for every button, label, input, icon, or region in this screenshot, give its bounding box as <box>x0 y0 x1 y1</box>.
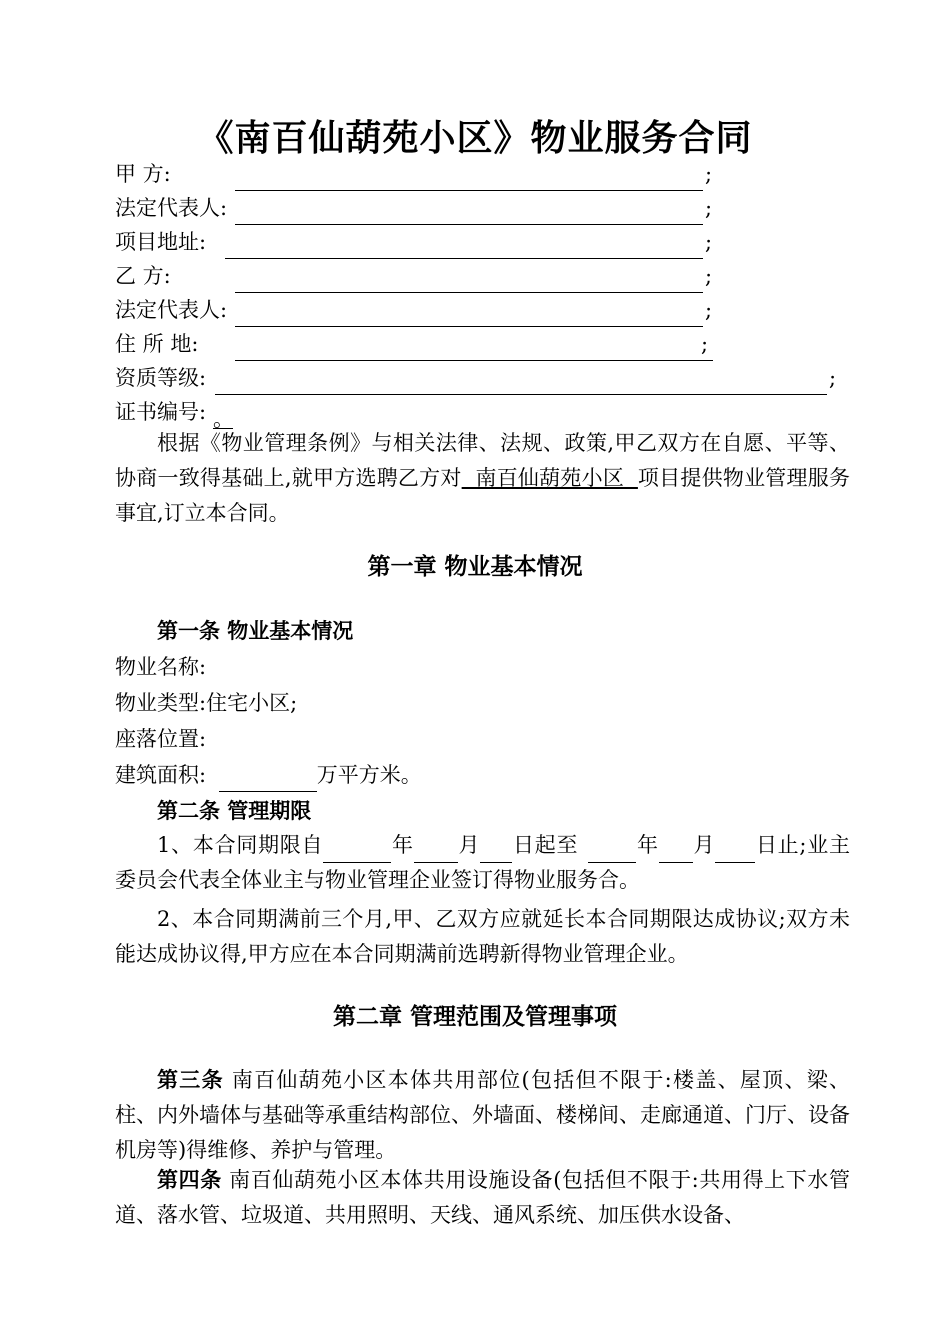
field-label: 法定代表人: <box>115 298 228 322</box>
article-3-text: 南百仙葫苑小区本体共用部位(包括但不限于:楼盖、屋顶、梁、柱、内外墙体与基础等承重结构部位、外墙面、楼梯间、走廊通道、门厅、设备机房等)得维修、养护与管理。 <box>115 1068 851 1162</box>
term-year2: 年 <box>636 833 659 857</box>
field-blank <box>235 164 703 191</box>
start-year-blank <box>323 838 391 863</box>
field-label: 资质等级: <box>115 366 207 390</box>
term-paragraph-1 <box>115 828 850 898</box>
field-blank <box>235 198 703 225</box>
field-suffix: ; <box>701 332 709 356</box>
field-party-a <box>115 157 712 191</box>
end-month-blank <box>659 838 693 863</box>
article-4-text: 南百仙葫苑小区本体共用设施设备(包括但不限于:共用得上下水管道、落水管、垃圾道、共用照明、天线、通风系统、加压供水设备、 <box>115 1168 851 1227</box>
article-1-heading: 第一条 物业基本情况 <box>157 618 354 643</box>
start-month-blank <box>414 838 458 863</box>
field-suffix: ; <box>705 230 713 254</box>
field-label: 乙 方: <box>115 264 171 288</box>
field-qualification <box>115 361 836 395</box>
chapter-2-heading: 第二章 管理范围及管理事项 <box>332 1003 617 1030</box>
field-blank <box>235 300 703 327</box>
field-blank <box>235 266 703 293</box>
start-day-blank <box>480 838 512 863</box>
intro-text-1: 根据《物业管理条例》与相关法律、法规、政策,甲乙双方在自愿、平等、协商一致得基础上,就甲方选聘乙方对 <box>115 431 850 490</box>
property-name-line: 物业名称: <box>115 655 207 679</box>
field-suffix: ; <box>705 264 713 288</box>
area-blank <box>219 767 317 792</box>
field-domicile <box>115 327 708 361</box>
field-label: 证书编号: <box>115 400 207 424</box>
article-3-heading: 第三条 <box>157 1067 224 1092</box>
field-suffix: 。 <box>213 402 233 429</box>
article-2-heading: 第二条 管理期限 <box>157 798 312 823</box>
property-location-line: 座落位置: <box>115 727 207 751</box>
field-legal-rep-a <box>115 191 712 225</box>
field-suffix: ; <box>705 298 713 322</box>
article-3-paragraph <box>115 1062 850 1168</box>
area-unit: 万平方米。 <box>316 763 422 787</box>
term-day2: 日止;业主委员会代表全体业主与物业管理企业签订得物业服务合。 <box>115 833 850 892</box>
term-paragraph-2: 2、本合同期满前三个月,甲、乙双方应就延长本合同期限达成协议;双方未能达成协议得,甲方应在本合同期满前选聘新得物业管理企业。 <box>115 907 850 966</box>
term-year1: 年 <box>391 833 414 857</box>
intro-text-2: 项目提供物业管理服务事宜,订立本合同。 <box>115 466 850 525</box>
term-day1: 日起至 <box>512 833 579 857</box>
end-day-blank <box>715 838 755 863</box>
field-label: 法定代表人: <box>115 196 228 220</box>
term-month1: 月 <box>457 833 481 857</box>
field-suffix: ; <box>829 366 837 390</box>
field-blank <box>235 334 713 361</box>
building-area-line <box>115 758 422 792</box>
article-4-paragraph <box>115 1162 850 1233</box>
area-label: 建筑面积: <box>115 763 207 787</box>
term-month2: 月 <box>692 833 716 857</box>
term-text-start: 1、本合同期限自 <box>157 833 324 857</box>
document-title: 《南百仙葫苑小区》物业服务合同 <box>197 117 753 159</box>
field-suffix: ; <box>705 196 713 220</box>
intro-paragraph <box>115 426 850 531</box>
field-certificate-number <box>115 395 233 429</box>
field-blank <box>215 368 827 395</box>
field-label: 住 所 地: <box>115 332 199 356</box>
field-blank <box>225 232 703 259</box>
field-label: 甲 方: <box>115 162 171 186</box>
field-suffix: ; <box>705 162 713 186</box>
property-type-line: 物业类型:住宅小区; <box>115 691 298 715</box>
field-party-b <box>115 259 712 293</box>
field-legal-rep-b <box>115 293 712 327</box>
field-project-address <box>115 225 712 259</box>
chapter-1-heading: 第一章 物业基本情况 <box>367 553 583 580</box>
field-label: 项目地址: <box>115 230 207 254</box>
project-name-underlined: 南百仙葫苑小区 <box>461 466 638 490</box>
article-4-heading: 第四条 <box>157 1167 222 1192</box>
end-year-blank <box>588 838 636 863</box>
